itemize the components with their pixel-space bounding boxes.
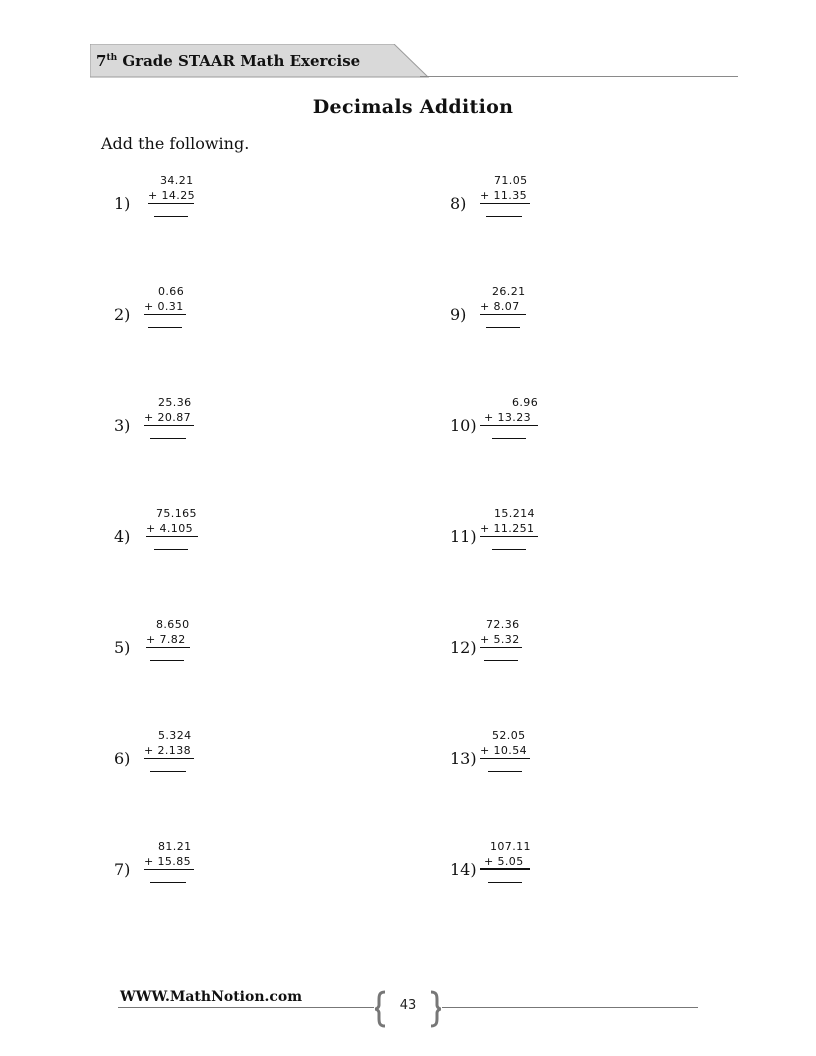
bottom-addend: + 11.35 (480, 189, 528, 202)
bottom-addend: + 20.87 (144, 411, 192, 424)
top-addend: 5.324 (158, 729, 192, 742)
top-addend: 0.66 (158, 285, 185, 298)
operand-rule (148, 203, 194, 204)
bottom-addend: + 15.85 (144, 855, 192, 868)
bottom-addend: + 5.32 (480, 633, 520, 646)
operand-rule (480, 425, 538, 426)
problem-number: 9) (450, 305, 467, 324)
top-addend: 8.650 (156, 618, 190, 631)
problem-number: 5) (114, 638, 131, 657)
bottom-addend: + 11.251 (480, 522, 535, 535)
problem-number: 11) (450, 527, 477, 546)
page-title: Decimals Addition (312, 96, 514, 118)
top-addend: 26.21 (492, 285, 526, 298)
left-bracket-icon (374, 990, 388, 1028)
top-addend: 34.21 (160, 174, 194, 187)
problem-number: 2) (114, 305, 131, 324)
answer-line[interactable] (484, 660, 518, 661)
problem-number: 14) (450, 860, 477, 879)
instructions: Add the following. (101, 134, 250, 153)
answer-line[interactable] (488, 771, 522, 772)
top-addend: 6.96 (512, 396, 539, 409)
operand-rule (480, 203, 530, 204)
bottom-addend: + 7.82 (146, 633, 186, 646)
bottom-addend: + 4.105 (146, 522, 194, 535)
answer-line[interactable] (150, 660, 184, 661)
operand-rule (480, 314, 526, 315)
problem-number: 7) (114, 860, 131, 879)
answer-line[interactable] (150, 438, 186, 439)
top-addend: 71.05 (494, 174, 528, 187)
operand-rule (480, 647, 522, 648)
operand-rule (146, 536, 198, 537)
footer-rule-right (442, 1007, 698, 1008)
answer-line[interactable] (486, 327, 520, 328)
header-rule (420, 76, 738, 77)
bottom-addend: + 2.138 (144, 744, 192, 757)
operand-rule (144, 758, 194, 759)
answer-line[interactable] (486, 216, 522, 217)
bottom-addend: + 14.25 (148, 189, 196, 202)
answer-line[interactable] (148, 327, 182, 328)
bottom-addend: + 13.23 (484, 411, 532, 424)
answer-line[interactable] (492, 438, 526, 439)
bottom-addend: + 10.54 (480, 744, 528, 757)
bottom-addend: + 5.05 (484, 855, 524, 868)
answer-line[interactable] (150, 771, 186, 772)
problem-number: 13) (450, 749, 477, 768)
problem-number: 3) (114, 416, 131, 435)
answer-line[interactable] (150, 882, 186, 883)
answer-line[interactable] (488, 882, 522, 883)
top-addend: 25.36 (158, 396, 192, 409)
operand-rule (144, 425, 194, 426)
top-addend: 107.11 (490, 840, 531, 853)
operand-rule (480, 536, 538, 537)
problem-number: 10) (450, 416, 477, 435)
header-grade-suffix: th (106, 53, 118, 63)
answer-line[interactable] (154, 216, 188, 217)
problem-number: 1) (114, 194, 131, 213)
bottom-addend: + 8.07 (480, 300, 520, 313)
top-addend: 72.36 (486, 618, 520, 631)
header-title (96, 52, 360, 70)
operand-rule (480, 758, 530, 759)
bottom-addend: + 0.31 (144, 300, 184, 313)
page-number: 43 (399, 998, 417, 1013)
problem-number: 12) (450, 638, 477, 657)
top-addend: 75.165 (156, 507, 197, 520)
operand-rule (144, 869, 194, 870)
operand-rule (144, 314, 186, 315)
right-bracket-icon (428, 990, 442, 1028)
header-title-text: Grade STAAR Math Exercise (117, 52, 361, 70)
answer-line[interactable] (154, 549, 188, 550)
top-addend: 81.21 (158, 840, 192, 853)
operand-rule (146, 647, 190, 648)
top-addend: 15.214 (494, 507, 535, 520)
problem-number: 4) (114, 527, 131, 546)
footer-website: WWW.MathNotion.com (120, 989, 303, 1005)
header-grade-number: 7 (96, 52, 107, 70)
top-addend: 52.05 (492, 729, 526, 742)
answer-line[interactable] (492, 549, 526, 550)
problem-number: 6) (114, 749, 131, 768)
footer-rule-left (118, 1007, 374, 1008)
operand-rule (480, 868, 530, 870)
problem-number: 8) (450, 194, 467, 213)
